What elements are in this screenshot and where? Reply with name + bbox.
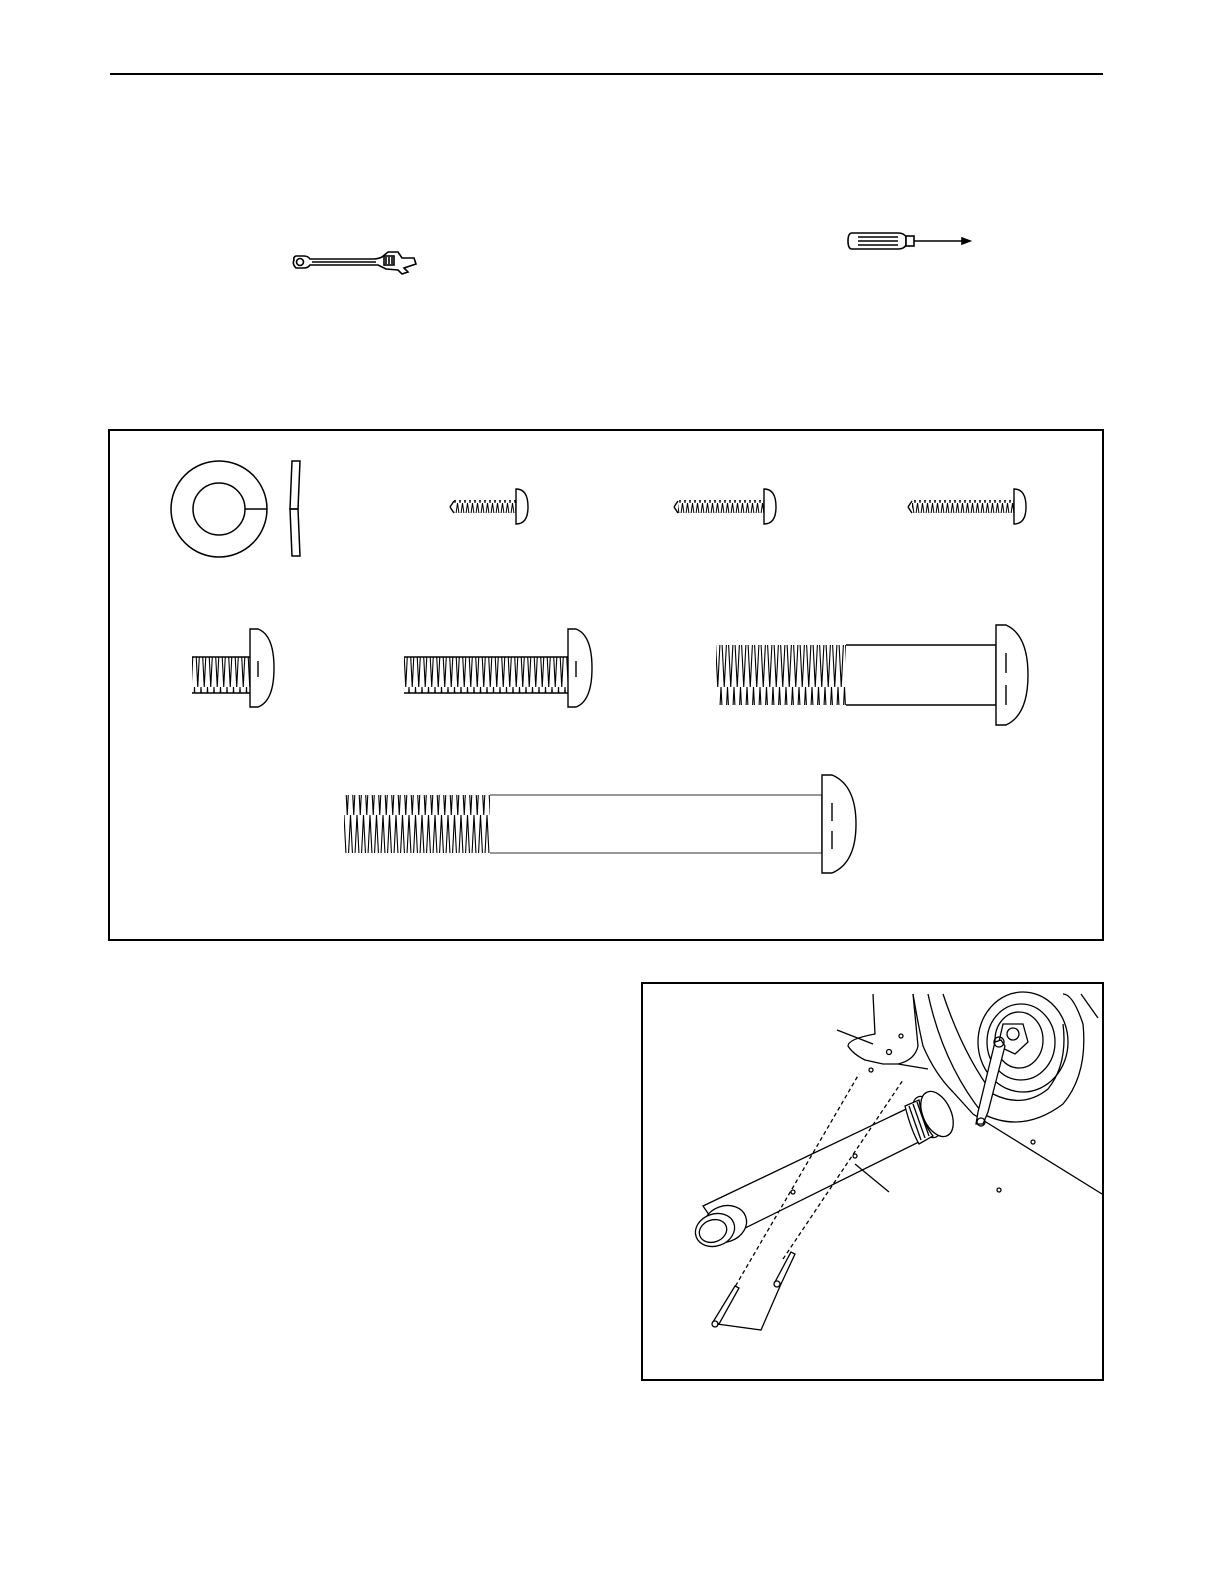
short-button-bolt-icon [192,629,274,707]
medium-screw-icon [674,489,776,524]
shoulder-bolt-icon [716,625,1028,725]
medium-screw-icon [908,489,1026,524]
split-lock-washer-icon [171,461,300,557]
adjustable-wrench-icon [290,246,422,282]
hardware-identification-card [108,429,1104,941]
stabilizer-assembly-drawing [643,984,1102,1379]
short-screw-icon [450,489,528,524]
phillips-screwdriver-icon [846,228,974,254]
medium-button-bolt-icon [404,629,592,707]
long-shoulder-bolt-icon [344,775,856,873]
stabilizer-assembly-figure [641,982,1104,1381]
header-rule [110,73,1103,75]
